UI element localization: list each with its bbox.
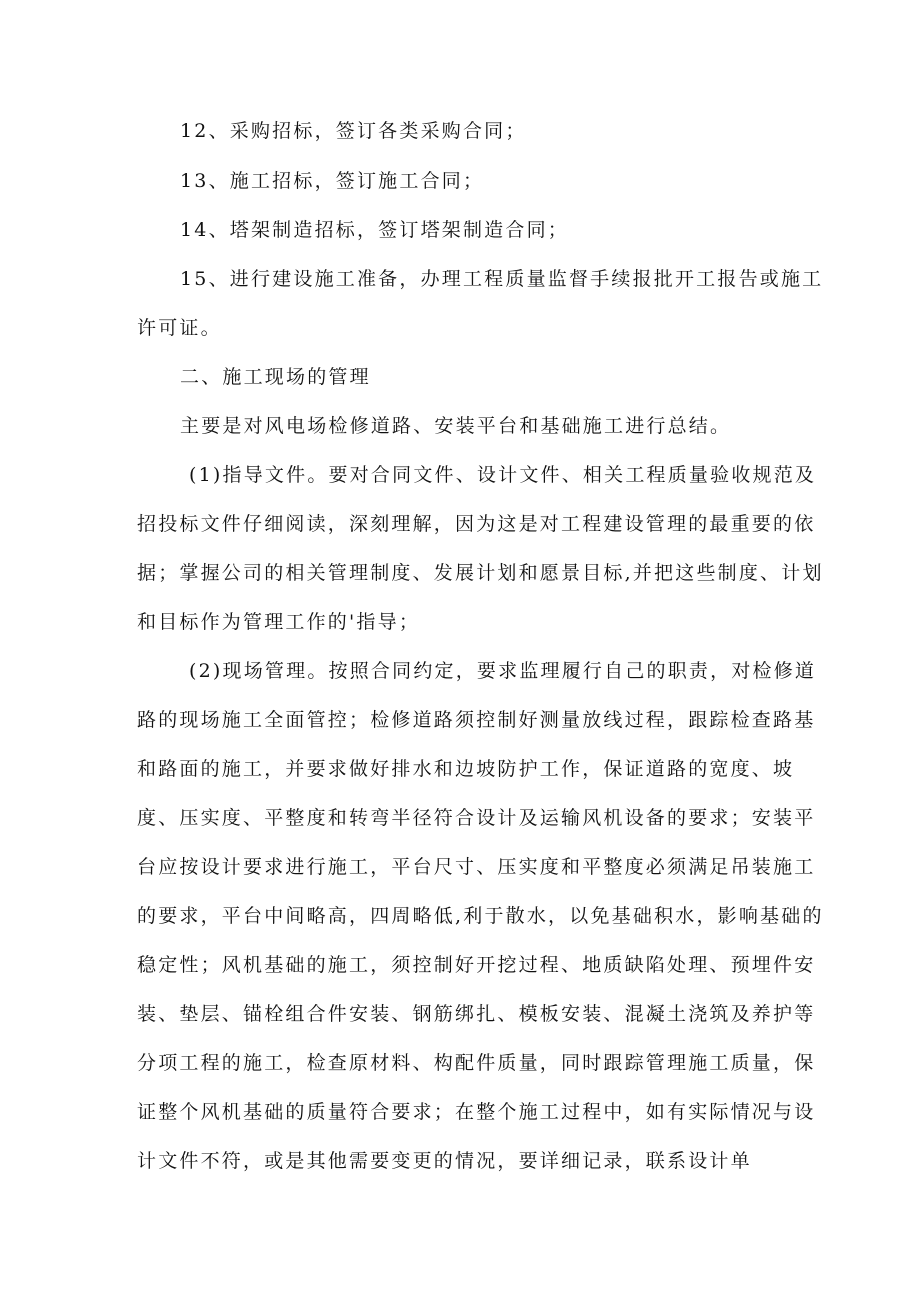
paragraph-2-line-4: 度、压实度、平整度和转弯半径符合设计及运输风机设备的要求；安装平 (137, 807, 816, 829)
paragraph-2-line-10: 证整个风机基础的质量符合要求；在整个施工过程中，如有实际情况与设 (137, 1101, 816, 1123)
section-heading: 二、施工现场的管理 (180, 366, 371, 388)
paragraph-2-line-9: 分项工程的施工，检查原材料、构配件质量，同时跟踪管理施工质量，保 (137, 1052, 816, 1074)
text-line-item-15: 15、进行建设施工准备，办理工程质量监督手续报批开工报告或施工 (180, 268, 824, 290)
paragraph-1-line-2: 招投标文件仔细阅读，深刻理解，因为这是对工程建设管理的最重要的依 (137, 513, 816, 535)
section-intro: 主要是对风电场检修道路、安装平台和基础施工进行总结。 (180, 415, 732, 437)
paragraph-1-line-3: 据；掌握公司的相关管理制度、发展计划和愿景目标,并把这些制度、计划 (137, 562, 824, 584)
paragraph-2-line-8: 装、垫层、锚栓组合件安装、钢筋绑扎、模板安装、混凝土浇筑及养护等 (137, 1003, 816, 1025)
paragraph-2-line-6: 的要求，平台中间略高，四周略低,利于散水，以免基础积水，影响基础的 (137, 905, 824, 927)
paragraph-1-line-4: 和目标作为管理工作的'指导； (137, 611, 421, 633)
text-line-item-12: 12、采购招标，签订各类采购合同； (180, 120, 527, 142)
paragraph-1-line-1: (1)指导文件。要对合同文件、设计文件、相关工程质量验收规范及 (189, 464, 817, 486)
paragraph-2-line-5: 台应按设计要求进行施工，平台尺寸、压实度和平整度必须满足吊装施工 (137, 856, 816, 878)
paragraph-2-line-2: 路的现场施工全面管控；检修道路须控制好测量放线过程，跟踪检查路基 (137, 709, 816, 731)
paragraph-2-line-3: 和路面的施工，并要求做好排水和边坡防护工作，保证道路的宽度、坡 (137, 758, 795, 780)
paragraph-2-line-7: 稳定性；风机基础的施工，须控制好开挖过程、地质缺陷处理、预埋件安 (137, 954, 816, 976)
text-line-item-14: 14、塔架制造招标，签订塔架制造合同； (180, 219, 569, 241)
paragraph-2-line-1: (2)现场管理。按照合同约定，要求监理履行自己的职责，对检修道 (189, 660, 817, 682)
paragraph-2-line-11: 计文件不符，或是其他需要变更的情况，要详细记录，联系设计单 (137, 1150, 752, 1172)
text-line-item-13: 13、施工招标，签订施工合同； (180, 170, 485, 192)
text-line-item-15-cont: 许可证。 (137, 317, 222, 339)
